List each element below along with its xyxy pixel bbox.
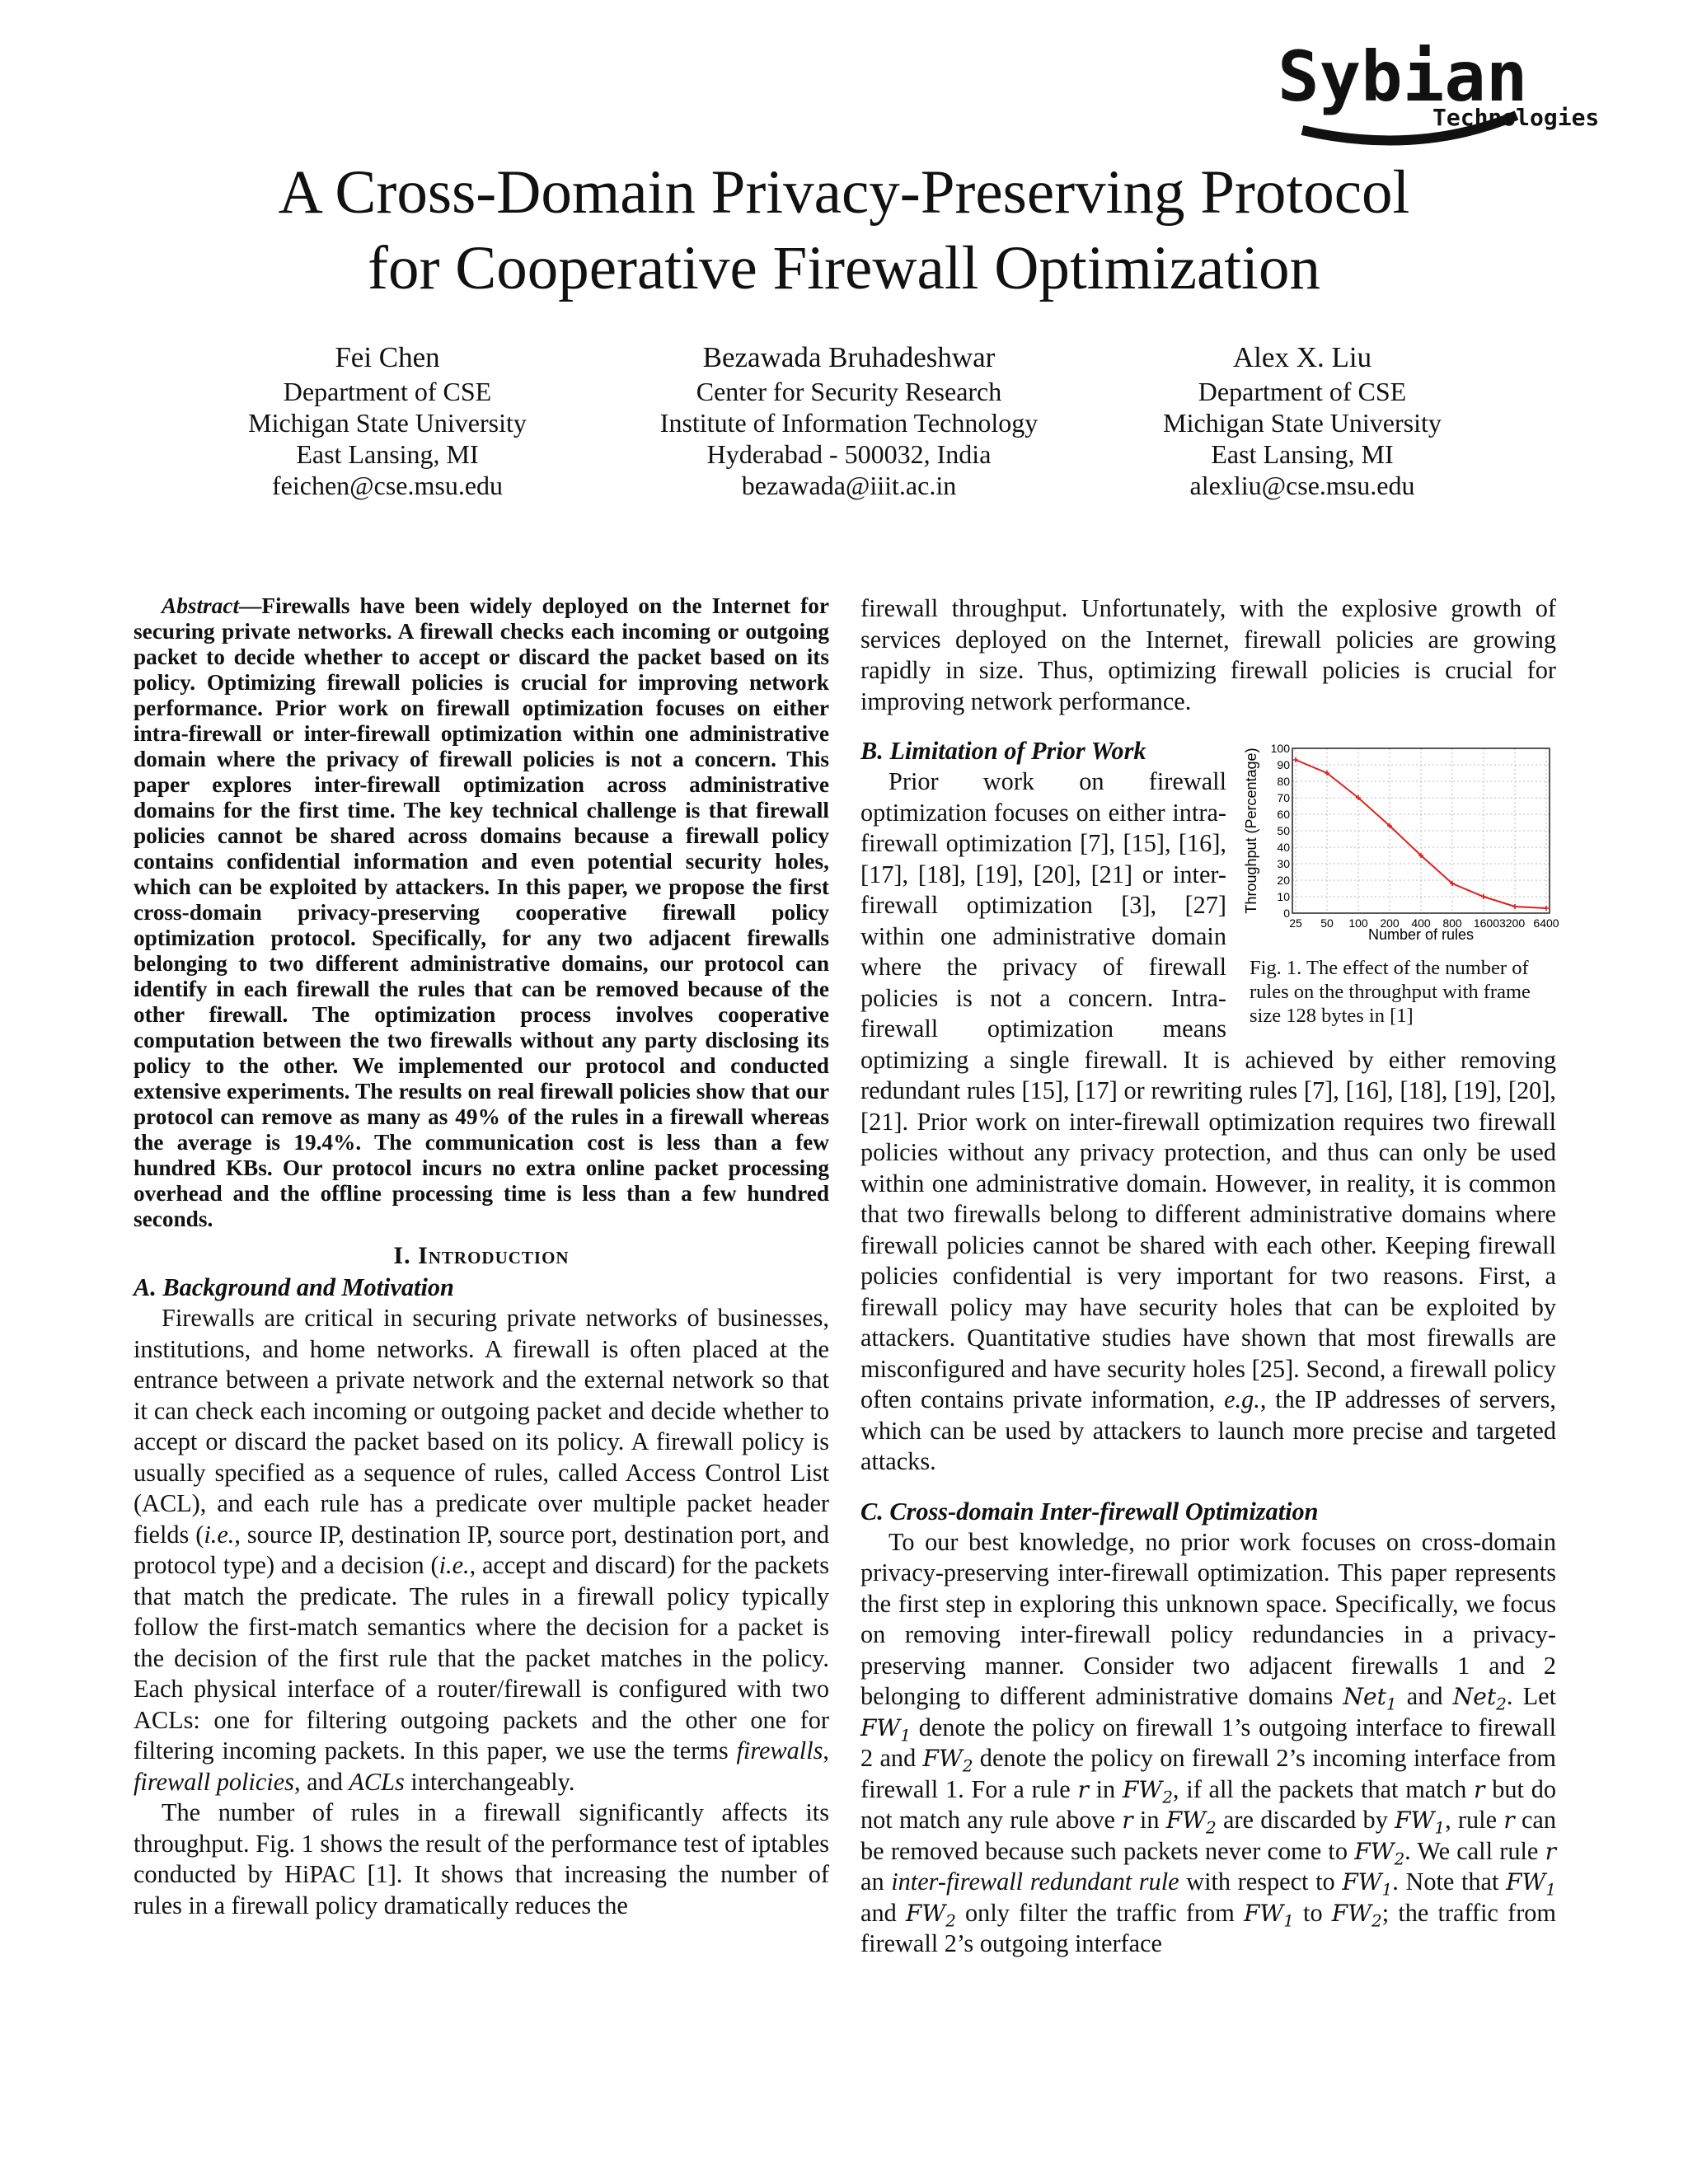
paragraph-throughput: The number of rules in a firewall significantly affects its throughput. Fig. 1 shows the result of the performance test of iptables conducted by HiPAC [1]. It shows that increasing the number of rules in a firewall policy dramatically reduces the bbox=[134, 1798, 829, 1919]
text-run: with respect to bbox=[1179, 1868, 1343, 1896]
data-point bbox=[1481, 894, 1486, 899]
math-fw2 bbox=[1122, 1775, 1173, 1807]
text-run: . Note that bbox=[1392, 1868, 1507, 1896]
figure-caption: Fig. 1. The effect of the number of rules on the throughput with frame size 128 bytes in [1] bbox=[1250, 957, 1531, 1027]
math-symbol: FW bbox=[1354, 1837, 1395, 1865]
y-tick-label: 100 bbox=[1270, 742, 1290, 755]
y-tick-label: 60 bbox=[1277, 808, 1290, 821]
text-run: , source IP, destination IP, source port, destination port, and protocol type) and a decision ( bbox=[134, 1520, 829, 1579]
data-point bbox=[1293, 757, 1298, 762]
logo-main-text: Sybian bbox=[1278, 36, 1528, 117]
math-fw1 bbox=[1395, 1807, 1446, 1838]
math-symbol: FW bbox=[860, 1713, 901, 1741]
text-run: an bbox=[860, 1868, 892, 1896]
text-run: , the IP addresses of servers, which can be used by attackers to launch more precise and targeted attacks. bbox=[860, 1385, 1556, 1475]
text-run: denote the policy on firewall 1’s outgoing interface to firewall 2 and bbox=[860, 1713, 1556, 1772]
author-email: alexliu@cse.msu.edu bbox=[1189, 471, 1415, 500]
text-run: , accept and discard) for the packets that match the predicate. The rules in a firewall policy typically follow the first-match semantics where the decision for a packet is the decision of the first rule that the packet matches in the policy. Each physical interface of a router/firewall is configured with two ACLs: one for filtering outgoing packets and the other one for filtering incoming packets. In this paper, we use the terms bbox=[134, 1551, 829, 1765]
text-run: only filter the traffic from bbox=[955, 1898, 1244, 1927]
abstract bbox=[134, 593, 829, 1232]
math-subscript: 1 bbox=[1381, 1879, 1393, 1900]
text-run: , and bbox=[293, 1767, 349, 1796]
term-acls: ACLs bbox=[349, 1767, 405, 1796]
term-firewalls: firewalls bbox=[736, 1736, 823, 1765]
right-column bbox=[860, 593, 1559, 1960]
math-r: r bbox=[1545, 1837, 1556, 1865]
math-net1 bbox=[1343, 1683, 1397, 1714]
y-tick-label: 90 bbox=[1277, 758, 1290, 771]
y-tick-label: 30 bbox=[1277, 857, 1290, 870]
author-name: Fei Chen bbox=[335, 341, 440, 373]
author-name: Alex X. Liu bbox=[1232, 341, 1372, 373]
x-tick-label: 400 bbox=[1411, 916, 1431, 930]
math-symbol: FW bbox=[1342, 1868, 1382, 1896]
chart-y-ticks bbox=[1271, 742, 1291, 920]
math-subscript: 1 bbox=[900, 1725, 911, 1746]
text-run: and bbox=[1396, 1682, 1453, 1710]
logo-sub-text: Technologies bbox=[1432, 104, 1600, 131]
text-run-italic: i.e. bbox=[204, 1520, 235, 1549]
y-tick-label: 20 bbox=[1277, 874, 1290, 887]
author-affiliation: Center for Security Research bbox=[696, 377, 1002, 406]
author-email: feichen@cse.msu.edu bbox=[271, 471, 504, 500]
paragraph-background bbox=[134, 1303, 829, 1797]
math-fw1 bbox=[1506, 1868, 1557, 1900]
math-subscript: 2 bbox=[1372, 1910, 1382, 1931]
text-run: can be removed because such packets never come to bbox=[860, 1806, 1556, 1865]
section-heading-introduction: I. Introduction bbox=[393, 1242, 570, 1269]
math-fw2 bbox=[922, 1745, 973, 1776]
author-affiliation: East Lansing, MI bbox=[1211, 439, 1394, 469]
text-run: in bbox=[1132, 1806, 1166, 1834]
math-r: r bbox=[1474, 1775, 1485, 1803]
author-affiliation: Department of CSE bbox=[283, 377, 492, 406]
text-run: are discarded by bbox=[1216, 1806, 1395, 1834]
sybian-logo bbox=[1269, 33, 1632, 140]
math-symbol: FW bbox=[1165, 1807, 1206, 1834]
term-firewall-policies: firewall policies bbox=[134, 1767, 294, 1796]
math-symbol: FW bbox=[1395, 1807, 1435, 1834]
paragraph-cross-domain bbox=[860, 1527, 1556, 1960]
chart-points bbox=[1293, 757, 1549, 911]
y-tick-label: 80 bbox=[1277, 775, 1290, 788]
math-symbol: Net bbox=[1343, 1683, 1386, 1710]
text-run: Firewalls are critical in securing private networks of businesses, institutions, and home networks. A firewall is often placed at the entrance between a private network and the external network so that it can check each incoming or outgoing packet and decide whether to accept or discard the packet based on its policy. A firewall policy is usually specified as a sequence of rules, called Access Control List (ACL), and each rule has a predicate over multiple packet header fields ( bbox=[134, 1304, 829, 1549]
math-symbol: FW bbox=[922, 1745, 963, 1772]
math-subscript: 1 bbox=[1434, 1817, 1446, 1838]
math-subscript: 1 bbox=[1545, 1879, 1557, 1900]
text-run: Prior work on firewall optimization focuses on either intra-firewall optimization [7], [15], [16], [17], [18], [19], [20], [21] or inter-firewall optimization [3], [27] within one administrative domain where the privacy of firewall policies is not a concern. Intra-firewall optimization means optimizing a single firewall. It is achieved by either removing redundant rules [15], [17] or rewriting rules [7], [16], [18], [19], [20], [21]. Prior work on inter-firewall optimization requires two firewall policies without any privacy protection, and thus can only be used within one administrative domain. However, in reality, it is common that two firewalls belong to different administrative domains where firewall policies cannot be shared with each other. Keeping firewall policies confidential is very important for two reasons. First, a firewall policy may have security holes that can be exploited by attackers. Quantitative studies have shown that most firewalls are misconfigured and have security holes [25]. Second, a firewall policy often contains private information, bbox=[860, 767, 1556, 1413]
x-tick-label: 25 bbox=[1289, 916, 1302, 930]
y-axis-label: Throughput (Percentage) bbox=[1243, 748, 1259, 914]
text-run: . Let bbox=[1506, 1682, 1556, 1710]
text-run: , if all the packets that match bbox=[1172, 1774, 1475, 1803]
math-fw2 bbox=[1165, 1807, 1217, 1838]
math-subscript: 2 bbox=[1394, 1849, 1405, 1869]
x-tick-label: 16003200 bbox=[1473, 916, 1526, 930]
chart-grid bbox=[1292, 748, 1550, 913]
text-run: . We call rule bbox=[1404, 1836, 1545, 1865]
math-subscript: 1 bbox=[1386, 1694, 1397, 1714]
math-fw1 bbox=[1243, 1899, 1294, 1931]
author-1 bbox=[223, 340, 552, 501]
author-affiliation: Michigan State University bbox=[248, 408, 527, 438]
subsection-heading-limitation: B. Limitation of Prior Work bbox=[860, 737, 1146, 765]
math-subscript: 2 bbox=[1205, 1817, 1217, 1838]
math-r: r bbox=[1077, 1775, 1089, 1803]
x-tick-label: 50 bbox=[1320, 916, 1334, 930]
y-tick-label: 50 bbox=[1277, 824, 1290, 837]
author-affiliation: Michigan State University bbox=[1163, 408, 1442, 438]
text-run: ; the traffic from firewall 2’s outgoing interface bbox=[860, 1898, 1556, 1957]
subsection-heading-background: A. Background and Motivation bbox=[134, 1273, 454, 1301]
y-tick-label: 70 bbox=[1277, 791, 1290, 804]
paper-title bbox=[0, 155, 1688, 307]
x-tick-label: 100 bbox=[1348, 916, 1368, 930]
math-fw2 bbox=[1354, 1837, 1405, 1869]
x-tick-label: 200 bbox=[1380, 916, 1400, 930]
x-tick-label: 800 bbox=[1442, 916, 1462, 930]
text-run: denote the policy on firewall 2’s incoming interface from firewall 1. For a rule bbox=[860, 1744, 1556, 1803]
text-run-italic: e.g. bbox=[1224, 1385, 1260, 1413]
author-3 bbox=[1137, 340, 1467, 501]
x-axis-label: Number of rules bbox=[1367, 926, 1475, 943]
math-symbol: Net bbox=[1452, 1683, 1497, 1710]
subsection-heading-cross-domain: C. Cross-domain Inter-firewall Optimization bbox=[860, 1497, 1319, 1526]
author-name: Bezawada Bruhadeshwar bbox=[702, 341, 996, 373]
title-line-1: A Cross-Domain Privacy-Preserving Protocol bbox=[278, 158, 1410, 227]
text-run: To our best knowledge, no prior work focuses on cross-domain privacy-preserving inter-firewall optimization. This paper represents the first step in exploring this unknown space. Specifically, we focus on removing inter-firewall policy redundancies in a privacy-preserving manner. Consider two adjacent firewalls 1 and 2 belonging to different administrative domains bbox=[860, 1527, 1556, 1710]
author-affiliation: Institute of Information Technology bbox=[659, 408, 1039, 438]
author-email: bezawada@iiit.ac.in bbox=[741, 471, 957, 500]
math-symbol: FW bbox=[905, 1899, 946, 1927]
math-fw1 bbox=[860, 1713, 911, 1746]
paragraph-throughput-continued: firewall throughput. Unfortunately, with the explosive growth of services deployed on the Internet, firewall policies are growing rapidly in size. Thus, optimizing firewall policies is crucial for improving network performance. bbox=[860, 594, 1556, 715]
abstract-lead: Abstract bbox=[162, 593, 240, 618]
math-r: r bbox=[1122, 1807, 1133, 1834]
author-affiliation: Hyderabad - 500032, India bbox=[706, 439, 992, 469]
term-inter-firewall-redundant-rule: inter-firewall redundant rule bbox=[891, 1868, 1179, 1896]
y-tick-label: 10 bbox=[1277, 890, 1290, 903]
author-2 bbox=[610, 340, 1088, 501]
text-run: but do not match any rule above bbox=[860, 1774, 1557, 1834]
math-fw2 bbox=[1331, 1899, 1382, 1931]
math-symbol: FW bbox=[1122, 1775, 1163, 1803]
math-subscript: 2 bbox=[1496, 1694, 1507, 1714]
abstract-text: —Firewalls have been widely deployed on the Internet for securing private networks. A firewall checks each incoming or outgoing packet to decide whether to accept or discard the packet based on its policy. Optimizing firewall policies is crucial for improving network performance. Prior work on firewall optimization focuses on either intra-firewall or inter-firewall optimization within one administrative domain where the privacy of firewall policies is not a concern. This paper explores inter-firewall optimization across administrative domains for the first time. The key technical challenge is that firewall policies cannot be shared across domains because a firewall policy contains confidential information and even potential security holes, which can be exploited by attackers. In this paper, we propose the first cross-domain privacy-preserving cooperative firewall policy optimization protocol. Specifically, for any two adjacent firewalls belonging to two different administrative domains, our protocol can identify in each firewall the rules that can be removed because of the other firewall. The optimization process involves cooperative computation between the two firewalls without any party disclosing its policy to the other. We implemented our protocol and conducted extensive experiments. The results on real firewall policies show that our protocol can remove as many as 49% of the rules in a firewall whereas the average is 19.4%. The communication cost is less than a few hundred KBs. Our protocol incurs no extra online packet processing overhead and the offline processing time is less than a few hundred seconds. bbox=[134, 593, 829, 1231]
text-run-italic: i.e. bbox=[438, 1551, 470, 1579]
math-subscript: 2 bbox=[945, 1910, 956, 1931]
math-symbol: FW bbox=[1243, 1899, 1284, 1927]
data-point bbox=[1512, 904, 1517, 909]
x-tick-label: 6400 bbox=[1533, 916, 1559, 930]
math-r: r bbox=[1503, 1807, 1515, 1834]
math-net2 bbox=[1452, 1683, 1507, 1714]
math-symbol: FW bbox=[1506, 1868, 1546, 1896]
text-run: interchangeably. bbox=[404, 1767, 575, 1796]
math-subscript: 1 bbox=[1283, 1910, 1294, 1931]
author-block bbox=[0, 340, 1688, 504]
y-tick-label: 40 bbox=[1277, 841, 1290, 854]
y-tick-label: 0 bbox=[1283, 907, 1290, 920]
math-subscript: 2 bbox=[962, 1755, 973, 1776]
data-point bbox=[1544, 906, 1549, 911]
author-affiliation: East Lansing, MI bbox=[296, 439, 479, 469]
text-run: and bbox=[860, 1898, 906, 1927]
left-column bbox=[134, 593, 829, 1921]
text-run: , rule bbox=[1445, 1806, 1504, 1834]
math-fw2 bbox=[905, 1899, 956, 1931]
math-symbol: FW bbox=[1331, 1899, 1372, 1927]
math-subscript: 2 bbox=[1162, 1787, 1173, 1807]
text-run: to bbox=[1293, 1898, 1332, 1927]
title-line-2: for Cooperative Firewall Optimization bbox=[368, 234, 1320, 302]
text-run: in bbox=[1088, 1774, 1123, 1803]
math-fw1 bbox=[1342, 1868, 1393, 1900]
text-run: , bbox=[823, 1736, 829, 1765]
figure-1 bbox=[1243, 742, 1559, 1028]
author-affiliation: Department of CSE bbox=[1198, 377, 1407, 406]
throughput-chart bbox=[1243, 742, 1559, 954]
